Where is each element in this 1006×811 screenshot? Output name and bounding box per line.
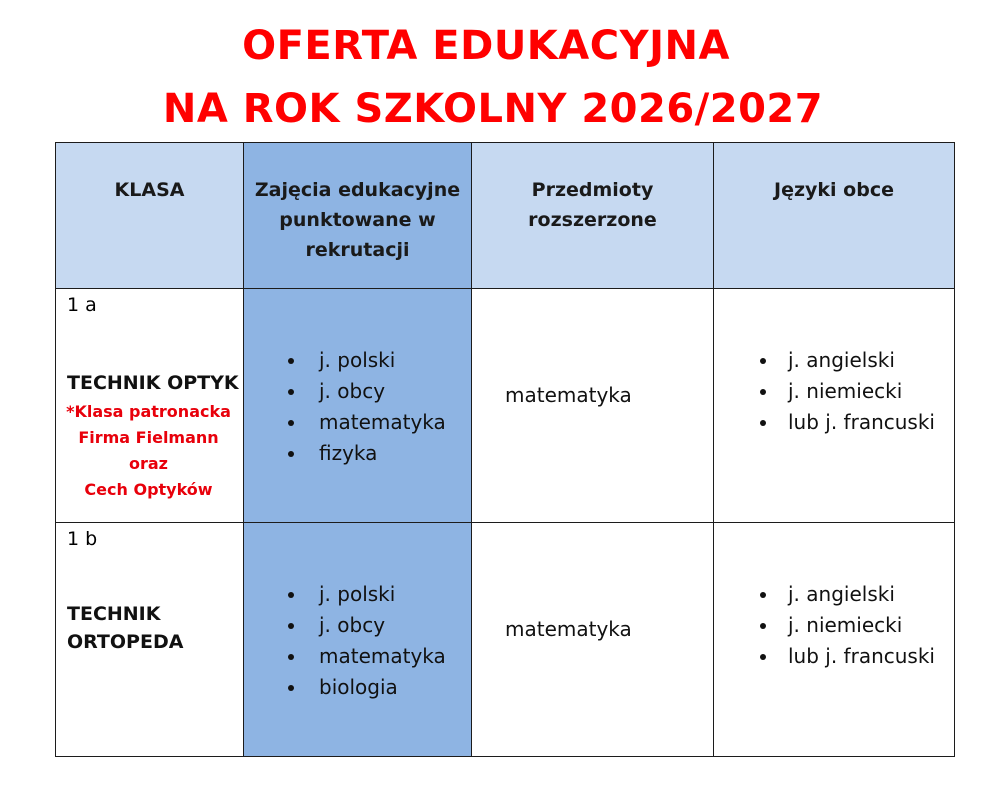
przedmioty-cell <box>472 523 714 757</box>
zajecia-cell <box>244 289 472 523</box>
klasa-name: TECHNIK OPTYK <box>67 372 239 394</box>
title-line-2: NA ROK SZKOLNY 2026/2027 <box>162 86 824 132</box>
zajecia-list <box>244 523 471 703</box>
table-row <box>56 289 955 523</box>
przedmioty-value: matematyka <box>505 383 632 407</box>
klasa-name-line: TECHNIK <box>67 603 161 625</box>
klasa-note-line: oraz <box>129 454 168 473</box>
list-item: j. obcy <box>319 610 471 641</box>
table-header-row <box>56 143 955 289</box>
list-item: j. polski <box>319 345 471 376</box>
title-line-1: OFERTA EDUKACYJNA <box>242 23 730 69</box>
zajecia-list <box>244 289 471 469</box>
list-item: j. niemiecki <box>788 610 954 641</box>
jezyki-list <box>714 289 954 438</box>
przedmioty-value: matematyka <box>505 617 632 641</box>
klasa-note-line: *Klasa patronacka <box>66 402 231 421</box>
jezyki-list <box>714 523 954 672</box>
klasa-number: 1 a <box>67 294 97 316</box>
list-item: fizyka <box>319 438 471 469</box>
klasa-note-line: Cech Optyków <box>84 480 213 499</box>
list-item: lub j. francuski <box>788 407 954 438</box>
list-item: j. obcy <box>319 376 471 407</box>
jezyki-cell <box>714 289 955 523</box>
list-item: lub j. francuski <box>788 641 954 672</box>
list-item: j. niemiecki <box>788 376 954 407</box>
klasa-number: 1 b <box>67 528 98 550</box>
klasa-note-line: Firma Fielmann <box>78 428 219 447</box>
offer-table <box>55 142 955 757</box>
list-item: j. polski <box>319 579 471 610</box>
zajecia-cell <box>244 523 472 757</box>
przedmioty-cell <box>472 289 714 523</box>
header-klasa: KLASA <box>56 143 244 289</box>
list-item: matematyka <box>319 641 471 672</box>
list-item: j. angielski <box>788 579 954 610</box>
table-row <box>56 523 955 757</box>
list-item: matematyka <box>319 407 471 438</box>
list-item: j. angielski <box>788 345 954 376</box>
header-jezyki: Języki obce <box>714 143 955 289</box>
header-przedmioty: Przedmioty rozszerzone <box>472 143 714 289</box>
header-zajecia: Zajęcia edukacyjne punktowane w rekrutacji <box>244 143 472 289</box>
list-item: biologia <box>319 672 471 703</box>
klasa-cell <box>56 523 244 757</box>
klasa-cell <box>56 289 244 523</box>
klasa-name-line: ORTOPEDA <box>67 631 184 653</box>
jezyki-cell <box>714 523 955 757</box>
